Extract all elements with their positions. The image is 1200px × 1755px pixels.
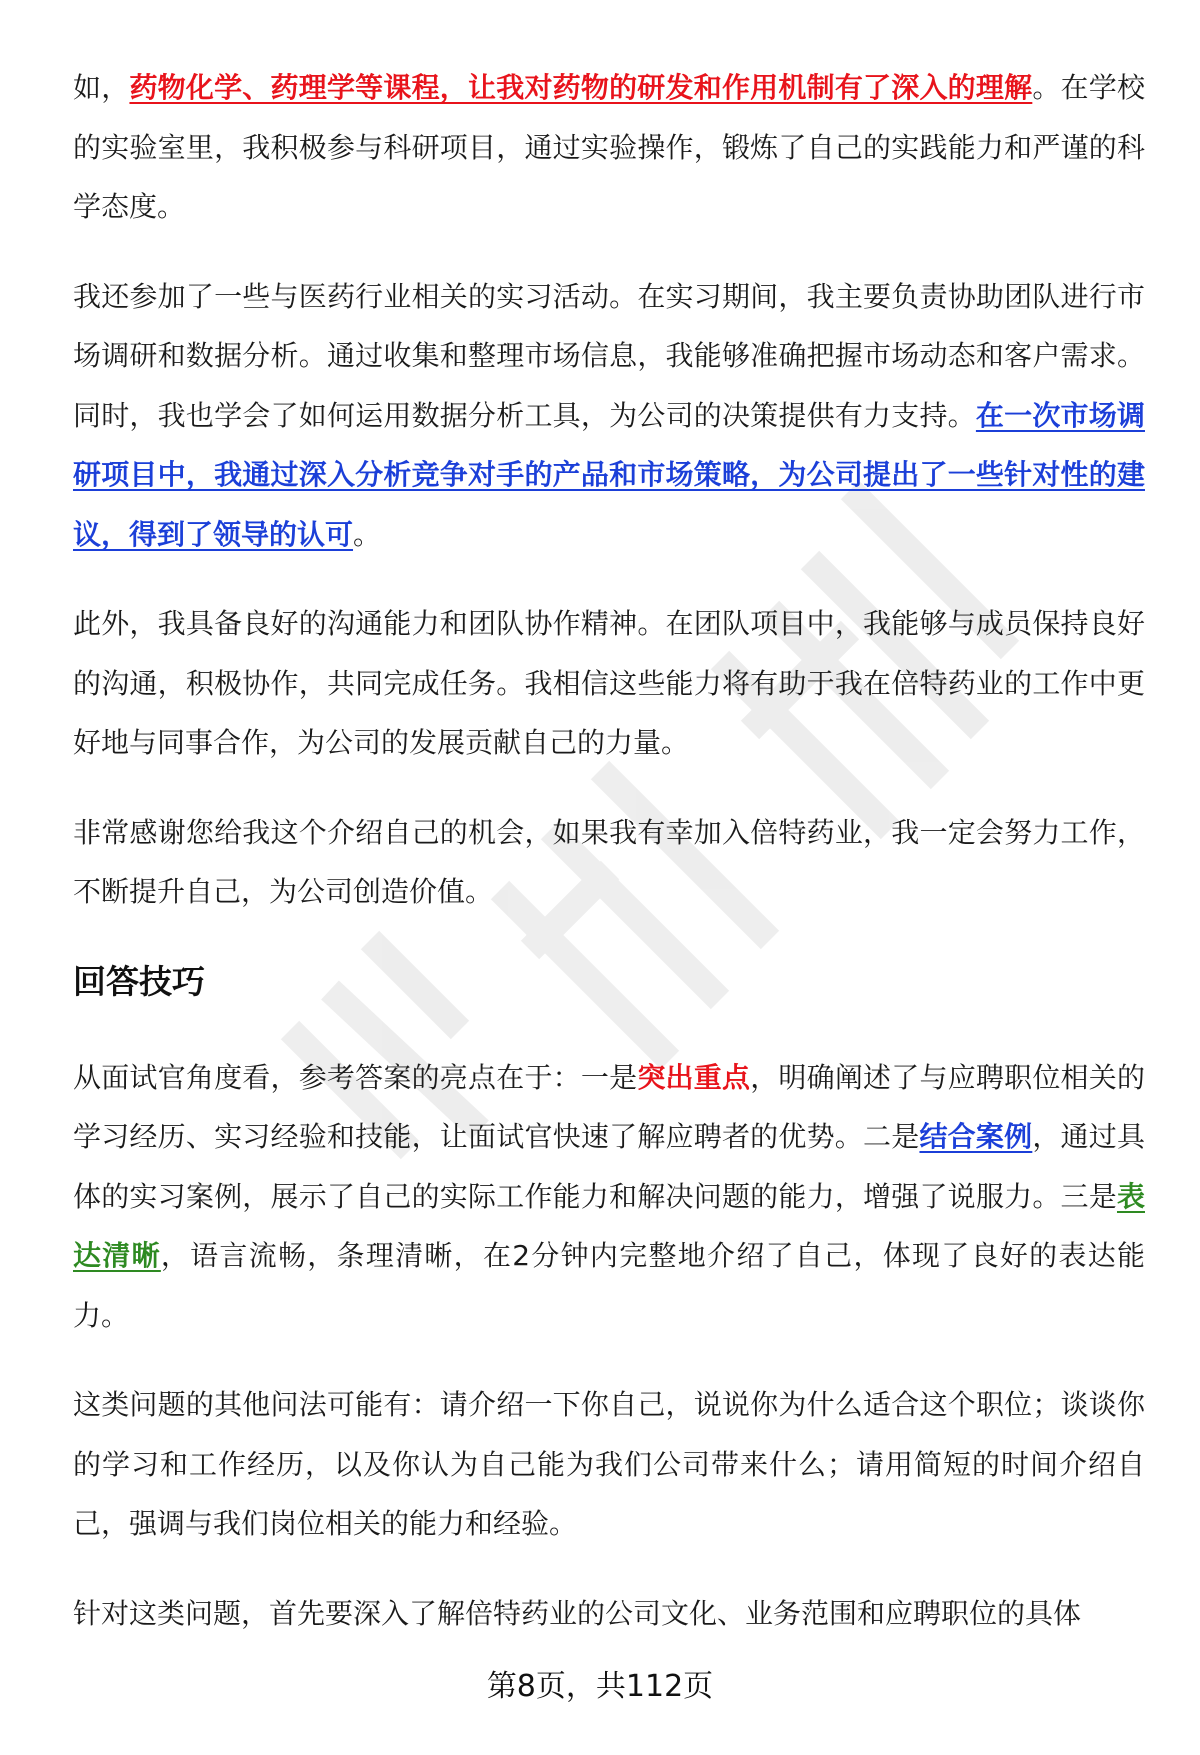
paragraph-6: 这类问题的其他问法可能有：请介绍一下你自己，说说你为什么适合这个职位；谈谈你的学习和工作经历，以及你认为自己能为我们公司带来什么；请用简短的时间介绍自己，强调与我们岗位相关的能力和经验。 — [73, 1388, 1145, 1540]
p5-text-b: ，明确阐述了与应聘职位相关的学习经历、实习经验和技能，让面试官快速了解应聘者的优势。二是 — [73, 1060, 1145, 1153]
p5-text-c: ，通过具体的实习案例，展示了自己的实际工作能力和解决问题的能力，增强了说服力。三是 — [73, 1120, 1145, 1213]
p5-text-d: ，语言流畅，条理清晰，在2分钟内完整地介绍了自己，体现了良好的表达能力。 — [73, 1239, 1145, 1332]
page-footer: 第8页，共112页 — [486, 1669, 714, 1704]
p2-text-start: 我还参加了一些与医药行业相关的实习活动。在实习期间，我主要负责协助团队进行市场调研和数据分析。通过收集和整理市场信息，我能够准确把握市场动态和客户需求。同时，我也学会了如何运用数据分析工具，为公司的决策提供有力支持。 — [73, 279, 1145, 432]
paragraph-5 — [73, 1048, 1145, 1346]
p1-highlight-red: 药物化学、药理学等课程，让我对药物的研发和作用机制有了深入的理解 — [129, 71, 1033, 104]
p1-text-start: 如， — [73, 71, 130, 104]
keyword-highlight-focus: 突出重点 — [637, 1060, 751, 1094]
paragraph-4: 非常感谢您给我这个介绍自己的机会，如果我有幸加入倍特药业，我一定会努力工作，不断提升自己，为公司创造价值。 — [73, 815, 1145, 908]
paragraph-7: 针对这类问题，首先要深入了解倍特药业的公司文化、业务范围和应聘职位的具体 — [73, 1596, 1082, 1630]
p2-highlight-blue: 在一次市场调研项目中，我通过深入分析竞争对手的产品和市场策略，为公司提出了一些针对性的建议，得到了领导的认可 — [73, 398, 1145, 551]
p2-text-end: 。 — [353, 517, 382, 551]
section-heading: 回答技巧 — [73, 961, 205, 1001]
paragraph-3: 此外，我具备良好的沟通能力和团队协作精神。在团队项目中，我能够与成员保持良好的沟通，积极协作，共同完成任务。我相信这些能力将有助于我在倍特药业的工作中更好地与同事合作，为公司的发展贡献自己的力量。 — [73, 607, 1145, 759]
keyword-clear-expression: 表达清晰 — [73, 1179, 1145, 1272]
document-body — [73, 58, 1145, 1673]
keyword-combine-cases: 结合案例 — [919, 1120, 1033, 1153]
paragraph-2 — [73, 267, 1145, 565]
paragraph-1 — [73, 58, 1145, 237]
p1-text-end: 。在学校的实验室里，我积极参与科研项目，通过实验操作，锻炼了自己的实践能力和严谨的科学态度。 — [73, 71, 1145, 223]
p5-text-a: 从面试官角度看，参考答案的亮点在于：一是 — [73, 1060, 638, 1094]
